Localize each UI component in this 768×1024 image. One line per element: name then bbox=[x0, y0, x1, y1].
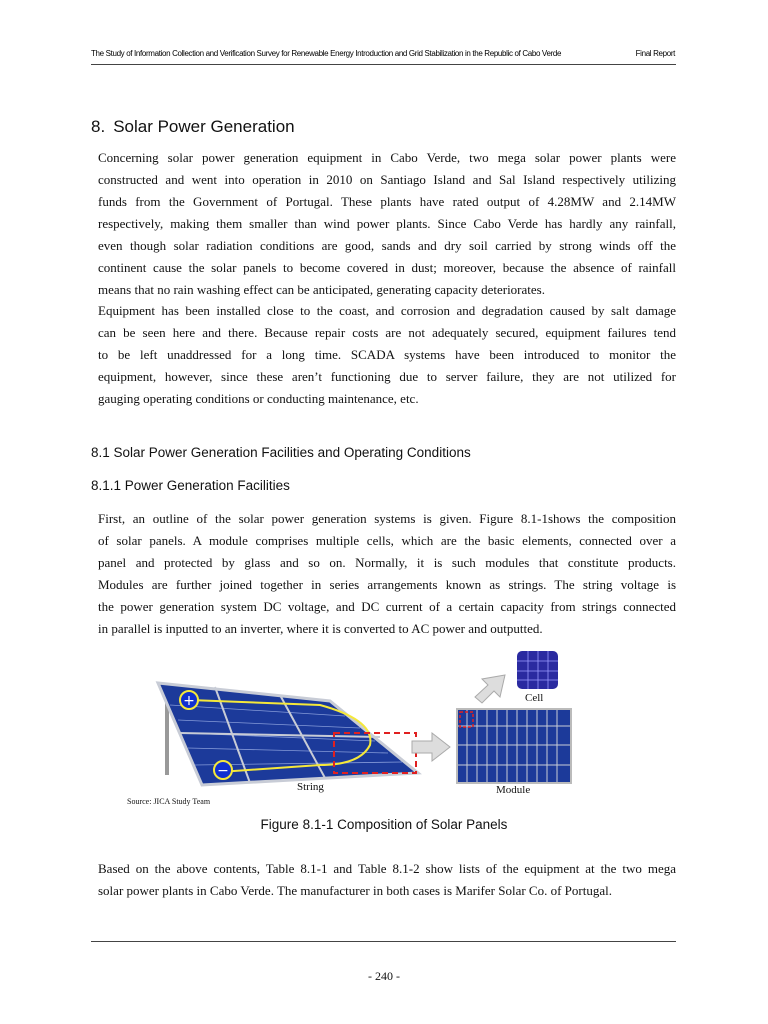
text-line: continent cause the solar panels to become covered in dust; moreover, because the absence of rainfall bbox=[98, 260, 676, 275]
header-report: Final Report bbox=[635, 49, 675, 58]
paragraph-3 bbox=[98, 508, 676, 640]
text-line: the power generation system DC voltage, and DC current of a certain capacity from strings connected bbox=[98, 599, 676, 614]
cell-image bbox=[517, 651, 558, 689]
text-line: can be seen here and there. Because repair costs are not adequately secured, equipment failures tend bbox=[98, 325, 676, 340]
text-line: Modules are further joined together in series arrangements known as strings. The string voltage is bbox=[98, 577, 676, 592]
text-line: respectively, making them smaller than wind power plants. Since Cabo Verde has hardly any rainfall, bbox=[98, 216, 676, 231]
chapter-title: Solar Power Generation bbox=[113, 117, 295, 136]
subsection-heading: 8.1.1 Power Generation Facilities bbox=[91, 478, 290, 493]
text-line: constructed and went into operation in 2010 on Santiago Island and Sal Island respectively utilizing bbox=[98, 172, 676, 187]
chapter-heading bbox=[91, 117, 295, 137]
text-line: solar power plants in Cabo Verde. The manufacturer in both cases is Marifer Solar Co. of Portugal. bbox=[98, 883, 612, 898]
text-line: Concerning solar power generation equipment in Cabo Verde, two mega solar power plants were bbox=[98, 150, 676, 165]
paragraph-1 bbox=[98, 147, 676, 301]
page-number: - 240 - bbox=[368, 969, 400, 983]
paragraph-4 bbox=[98, 858, 676, 902]
solar-panel-figure bbox=[120, 645, 600, 815]
text-line: funds from the Government of Portugal. These plants have rated output of 4.28MW and 2.14MW bbox=[98, 194, 676, 209]
svg-text:−: − bbox=[217, 763, 229, 779]
figure-source: Source: JICA Study Team bbox=[127, 797, 211, 806]
footer-rule bbox=[91, 941, 676, 942]
string-label: String bbox=[297, 781, 324, 793]
text-line: Based on the above contents, Table 8.1-1 and Table 8.1-2 show lists of the equipment at the two mega bbox=[98, 861, 676, 876]
text-line: even though solar radiation conditions are good, sands and dry soil carried by strong winds off the bbox=[98, 238, 676, 253]
header-title: The Study of Information Collection and Verification Survey for Renewable Energy Introduction and Grid Stabilization in the Republic of Cabo Verde bbox=[91, 49, 562, 58]
header-rule bbox=[91, 64, 676, 65]
figure-caption: Figure 8.1-1 Composition of Solar Panels bbox=[260, 817, 508, 832]
arrow-icon bbox=[412, 733, 450, 761]
text-line: gauging operating conditions or conducting maintenance, etc. bbox=[98, 391, 419, 406]
paragraph-2 bbox=[98, 300, 676, 410]
arrow-icon bbox=[475, 675, 505, 703]
text-line: panel and protected by glass and so on. Normally, it is such modules that constitute products. bbox=[98, 555, 676, 570]
text-line: in parallel is inputted to an inverter, where it is converted to AC power and outputted. bbox=[98, 621, 543, 636]
module-image bbox=[457, 709, 571, 783]
text-line: to be left unaddressed for a long time. SCADA systems have been introduced to monitor the bbox=[98, 347, 676, 362]
text-line: means that no rain washing effect can be anticipated, generating capacity deteriorates. bbox=[98, 282, 545, 297]
cell-label: Cell bbox=[525, 692, 544, 704]
module-label: Module bbox=[496, 784, 531, 796]
text-line: Equipment has been installed close to the coast, and corrosion and degradation caused by salt damage bbox=[98, 303, 676, 318]
text-line: First, an outline of the solar power generation systems is given. Figure 8.1-1shows the composition bbox=[98, 511, 676, 526]
section-heading: 8.1 Solar Power Generation Facilities and Operating Conditions bbox=[91, 445, 471, 460]
text-line: of solar panels. A module comprises multiple cells, which are the basic elements, connected over a bbox=[98, 533, 676, 548]
svg-text:+: + bbox=[183, 693, 195, 709]
text-line: equipment, however, since these aren’t functioning due to server failure, they are not utilized for bbox=[98, 369, 676, 384]
chapter-number: 8. bbox=[91, 117, 106, 136]
